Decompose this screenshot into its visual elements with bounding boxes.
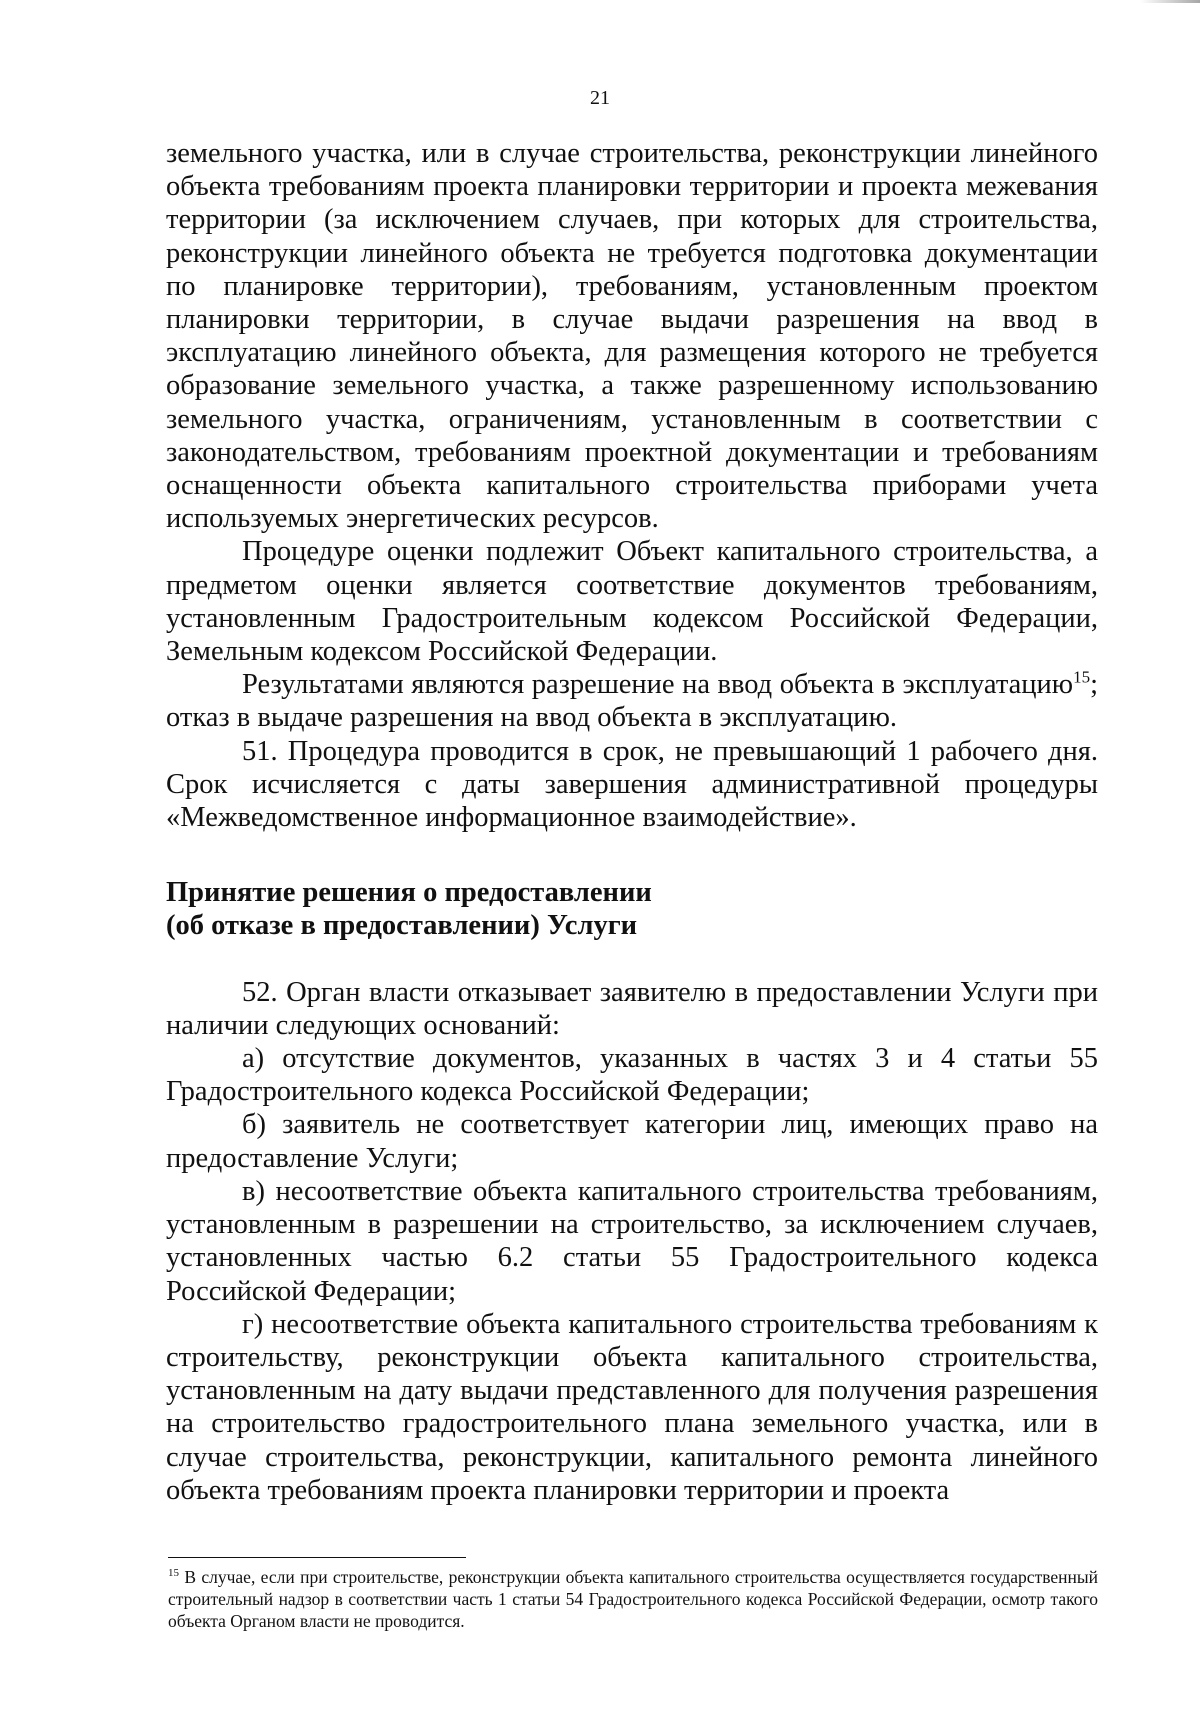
list-item-a: а) отсутствие документов, указанных в частях 3 и 4 статьи 55 Градостроительного кодекса Российской Федерации; xyxy=(166,1043,1098,1108)
list-item-b: б) заявитель не соответствует категории лиц, имеющих право на предоставление Услуги; xyxy=(166,1109,1098,1174)
paragraph-continuation: земельного участка, или в случае строительства, реконструкции линейного объекта требованиям проекта планировки территории и проекта межевания территории (за исключением случаев, при которых для строительства, реконструкции линейного объекта не требуется подготовка документации по планировке территории), требованиям, установленным проектом планировки территории, в случае выдачи разрешения на ввод в эксплуатацию линейного объекта, для размещения которого не требуется образование земельного участка, а также разрешенному использованию земельного участка, ограничениям, установленным в соответствии с законодательством, требованиям проектной документации и требованиям оснащенности объекта капитального строительства приборами учета используемых энергетических ресурсов. xyxy=(166,138,1098,535)
footnote-number: 15 xyxy=(168,1567,179,1580)
footnote-divider xyxy=(168,1557,466,1558)
paragraph-evaluation-subject: Процедуре оценки подлежит Объект капитального строительства, а предметом оценки является соответствие документов требованиям, установленным Градостроительным кодексом Российской Федерации, Земельным кодексом Российской Федерации. xyxy=(166,536,1098,668)
paragraph-51: 51. Процедура проводится в срок, не превышающий 1 рабочего дня. Срок исчисляется с даты завершения административной процедуры «Межведомственное информационное взаимодействие». xyxy=(166,735,1098,834)
footnote-reference: 15 xyxy=(1073,667,1091,687)
scan-artifact xyxy=(1140,0,1200,3)
section-heading-line-2: (об отказе в предоставлении) Услуги xyxy=(166,910,638,942)
list-item-g: г) несоответствие объекта капитального строительства требованиям к строительству, реконструкции объекта капитального строительства, установленным на дату выдачи представленного для получения разрешения на строительство градостроительного плана земельного участка, или в случае строительства, реконструкции, капитального ремонта линейного объекта требованиям проекта планировки территории и проекта xyxy=(166,1308,1098,1506)
page-number: 21 xyxy=(590,87,610,109)
document-body xyxy=(166,137,1098,1507)
footnote-text: В случае, если при строительстве, реконструкции объекта капитального строительства осуществляется государственный строительный надзор в соответствии часть 1 статьи 54 Градостроительного кодекса Российской Федерации, осмотр такого объекта Органом власти не проводится. xyxy=(168,1567,1098,1631)
list-item-v: в) несоответствие объекта капитального строительства требованиям, установленным в разрешении на строительство, за исключением случаев, установленных частью 6.2 статьи 55 Градостроительного кодекса Российской Федерации; xyxy=(166,1175,1098,1307)
paragraph-results xyxy=(166,668,1098,734)
section-heading-line-1: Принятие решения о предоставлении xyxy=(166,877,652,909)
section-heading xyxy=(166,876,1098,942)
results-text-end: ; отказ в выдаче разрешения на ввод объекта в эксплуатацию. xyxy=(166,669,1098,734)
footnote xyxy=(168,1566,1098,1632)
results-text-start: Результатами являются разрешение на ввод объекта в эксплуатацию xyxy=(242,669,1074,701)
paragraph-52: 52. Орган власти отказывает заявителю в предоставлении Услуги при наличии следующих оснований: xyxy=(166,976,1098,1041)
